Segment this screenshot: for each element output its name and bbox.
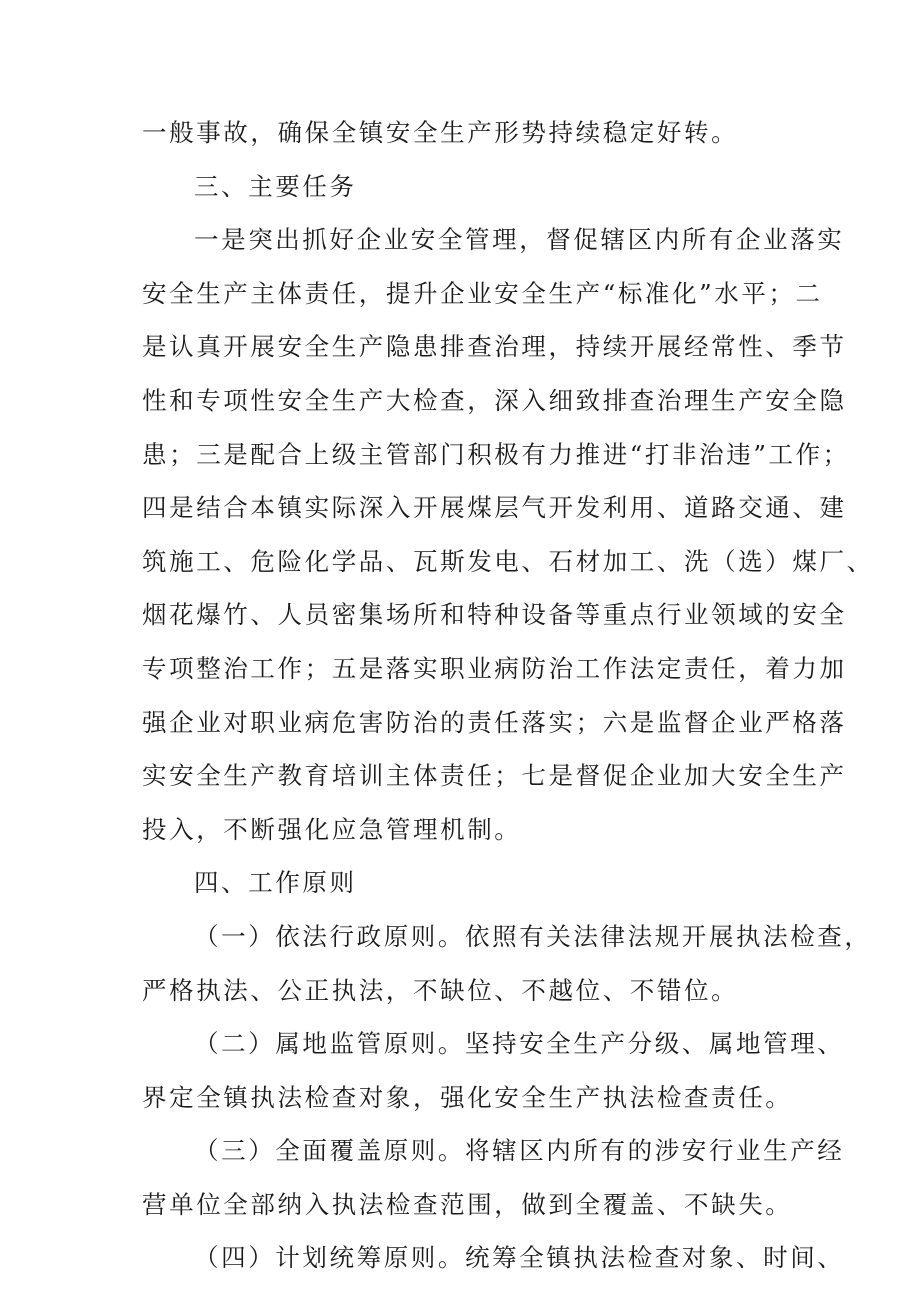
body-line: 患；三是配合上级主管部门积极有力推进“打非治违”工作；	[142, 439, 850, 469]
body-line: （四）计划统筹原则。统筹全镇执法检查对象、时间、	[194, 1243, 845, 1273]
section-heading-main-tasks: 三、主要任务	[194, 171, 357, 201]
body-line: （三）全面覆盖原则。将辖区内所有的涉安行业生产经	[194, 1136, 845, 1166]
body-line: 投入，不断强化应急管理机制。	[142, 814, 522, 844]
body-line: 界定全镇执法检查对象，强化安全生产执法检查责任。	[142, 1082, 793, 1112]
body-line: 性和专项性安全生产大检查，深入细致排查治理生产安全隐	[142, 385, 847, 415]
body-line: 筑施工、危险化学品、瓦斯发电、石材加工、洗（选）煤厂、	[142, 546, 874, 576]
body-line: 严格执法、公正执法，不缺位、不越位、不错位。	[142, 975, 739, 1005]
body-line: 四是结合本镇实际深入开展煤层气开发利用、道路交通、建	[142, 493, 847, 523]
body-line: 是认真开展安全生产隐患排查治理，持续开展经常性、季节	[142, 332, 847, 362]
body-line: （二）属地监管原则。坚持安全生产分级、属地管理、	[194, 1029, 845, 1059]
body-line: 强企业对职业病危害防治的责任落实；六是监督企业严格落	[142, 707, 847, 737]
body-line: 烟花爆竹、人员密集场所和特种设备等重点行业领域的安全	[142, 600, 847, 630]
document-body	[142, 106, 874, 1285]
body-line: 安全生产主体责任，提升企业安全生产“标准化”水平；二	[142, 278, 823, 308]
section-heading-work-principles: 四、工作原则	[194, 868, 357, 898]
body-line: 实安全生产教育培训主体责任；七是督促企业加大安全生产	[142, 761, 847, 791]
body-line: 专项整治工作；五是落实职业病防治工作法定责任，着力加	[142, 653, 847, 683]
body-line: 营单位全部纳入执法检查范围，做到全覆盖、不缺失。	[142, 1189, 793, 1219]
body-line: （一）依法行政原则。依照有关法律法规开展执法检查，	[194, 921, 872, 951]
body-line: 一般事故，确保全镇安全生产形势持续稳定好转。	[142, 118, 739, 147]
body-line: 一是突出抓好企业安全管理，督促辖区内所有企业落实	[194, 225, 845, 255]
